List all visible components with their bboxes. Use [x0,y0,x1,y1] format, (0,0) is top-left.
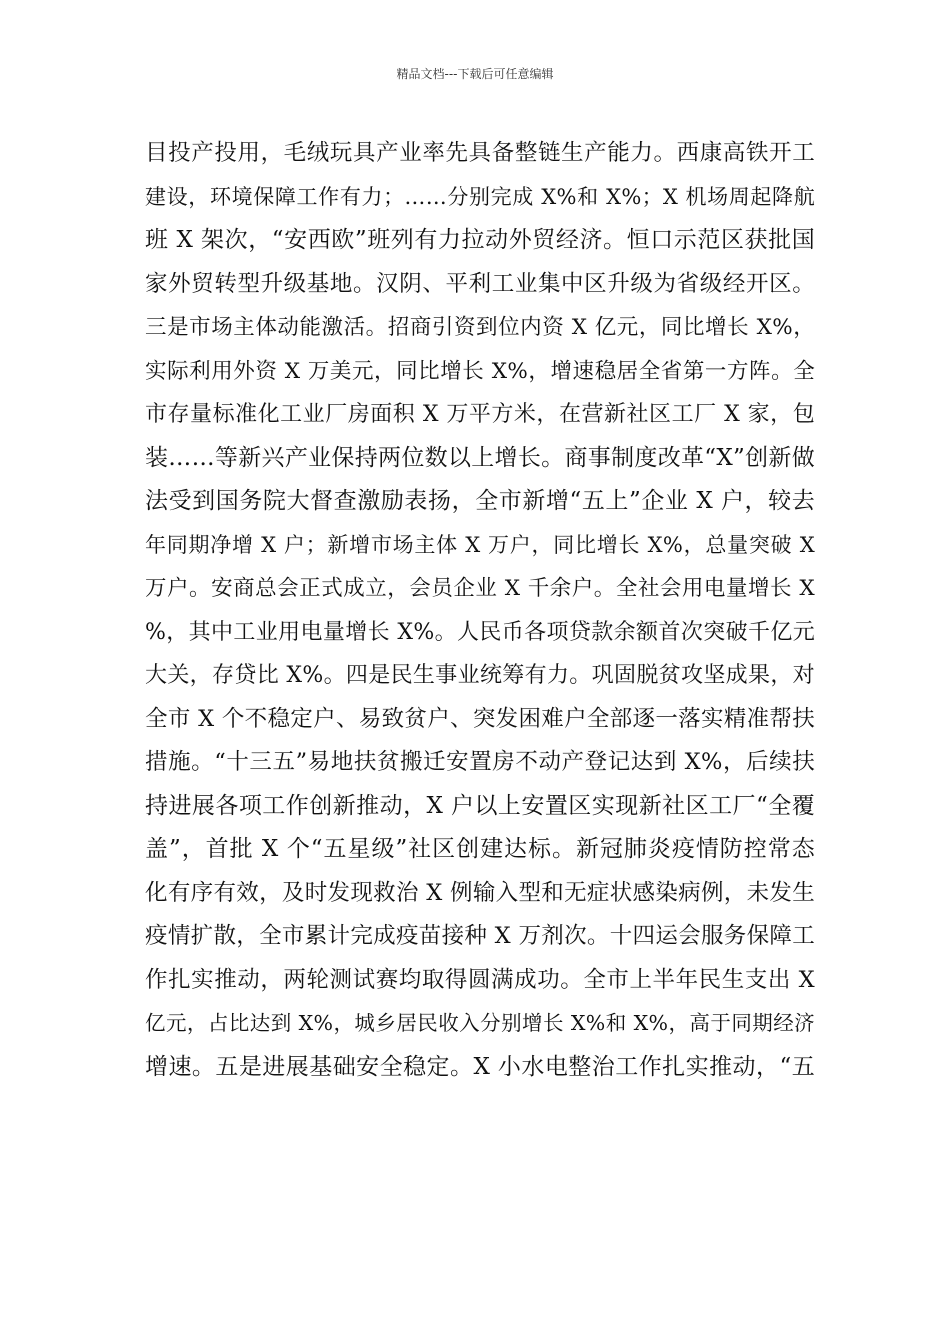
text-line: 措施。“十三五”易地扶贫搬迁安置房不动产登记达到 X%，后续扶 [145,749,815,775]
body-text [145,132,815,1089]
text-line: 持进展各项工作创新推动，X 户以上安置区实现新社区工厂“全覆 [145,792,815,819]
text-line: 三是市场主体动能激活。招商引资到位内资 X 亿元，同比增长 X%， [145,315,815,340]
text-line: 市存量标准化工业厂房面积 X 万平方米，在营新社区工厂 X 家，包 [145,402,815,427]
text-line: 年同期净增 X 户；新增市场主体 X 万户，同比增长 X%，总量突破 X [145,532,815,557]
text-line: 实际利用外资 X 万美元，同比增长 X%，增速稳居全省第一方阵。全 [145,358,815,384]
text-line: 家外贸转型升级基地。汉阴、平利工业集中区升级为省级经开区。 [145,270,815,297]
text-line: 装……等新兴产业保持两位数以上增长。商事制度改革“X”创新做 [145,444,815,471]
text-line: 万户。安商总会正式成立，会员企业 X 千余户。全社会用电量增长 X [145,576,815,601]
text-line: 全市 X 个不稳定户、易致贫户、突发困难户全部逐一落实精准帮扶 [145,705,815,732]
text-line: %，其中工业用电量增长 X%。人民币各项贷款余额首次突破千亿元 [145,619,815,645]
text-line: 作扎实推动，两轮测试赛均取得圆满成功。全市上半年民生支出 X [145,966,815,993]
text-line: 疫情扩散，全市累计完成疫苗接种 X 万剂次。十四运会服务保障工 [145,923,815,949]
text-line: 增速。五是进展基础安全稳定。X 小水电整治工作扎实推动，“五 [145,1053,815,1080]
text-line: 大关，存贷比 X%。四是民生事业统筹有力。巩固脱贫攻坚成果，对 [145,663,815,688]
text-line: 化有序有效，及时发现救治 X 例输入型和无症状感染病例，未发生 [145,879,815,906]
text-line: 法受到国务院大督查激励表扬，全市新增“五上”企业 X 户，较去 [145,488,815,514]
text-line: 班 X 架次，“安西欧”班列有力拉动外贸经济。恒口示范区获批国 [145,227,815,253]
text-line: 目投产投用，毛绒玩具产业率先具备整链生产能力。西康高铁开工 [145,140,815,166]
text-line: 盖”，首批 X 个“五星级”社区创建达标。新冠肺炎疫情防控常态 [145,836,815,862]
page-header: 精品文档---下载后可任意编辑 [396,67,554,81]
text-line: 建设，环境保障工作有力；……分别完成 X%和 X%；X 机场周起降航 [145,184,815,209]
text-line: 亿元，占比达到 X%，城乡居民收入分别增长 X%和 X%，高于同期经济 [145,1011,815,1035]
